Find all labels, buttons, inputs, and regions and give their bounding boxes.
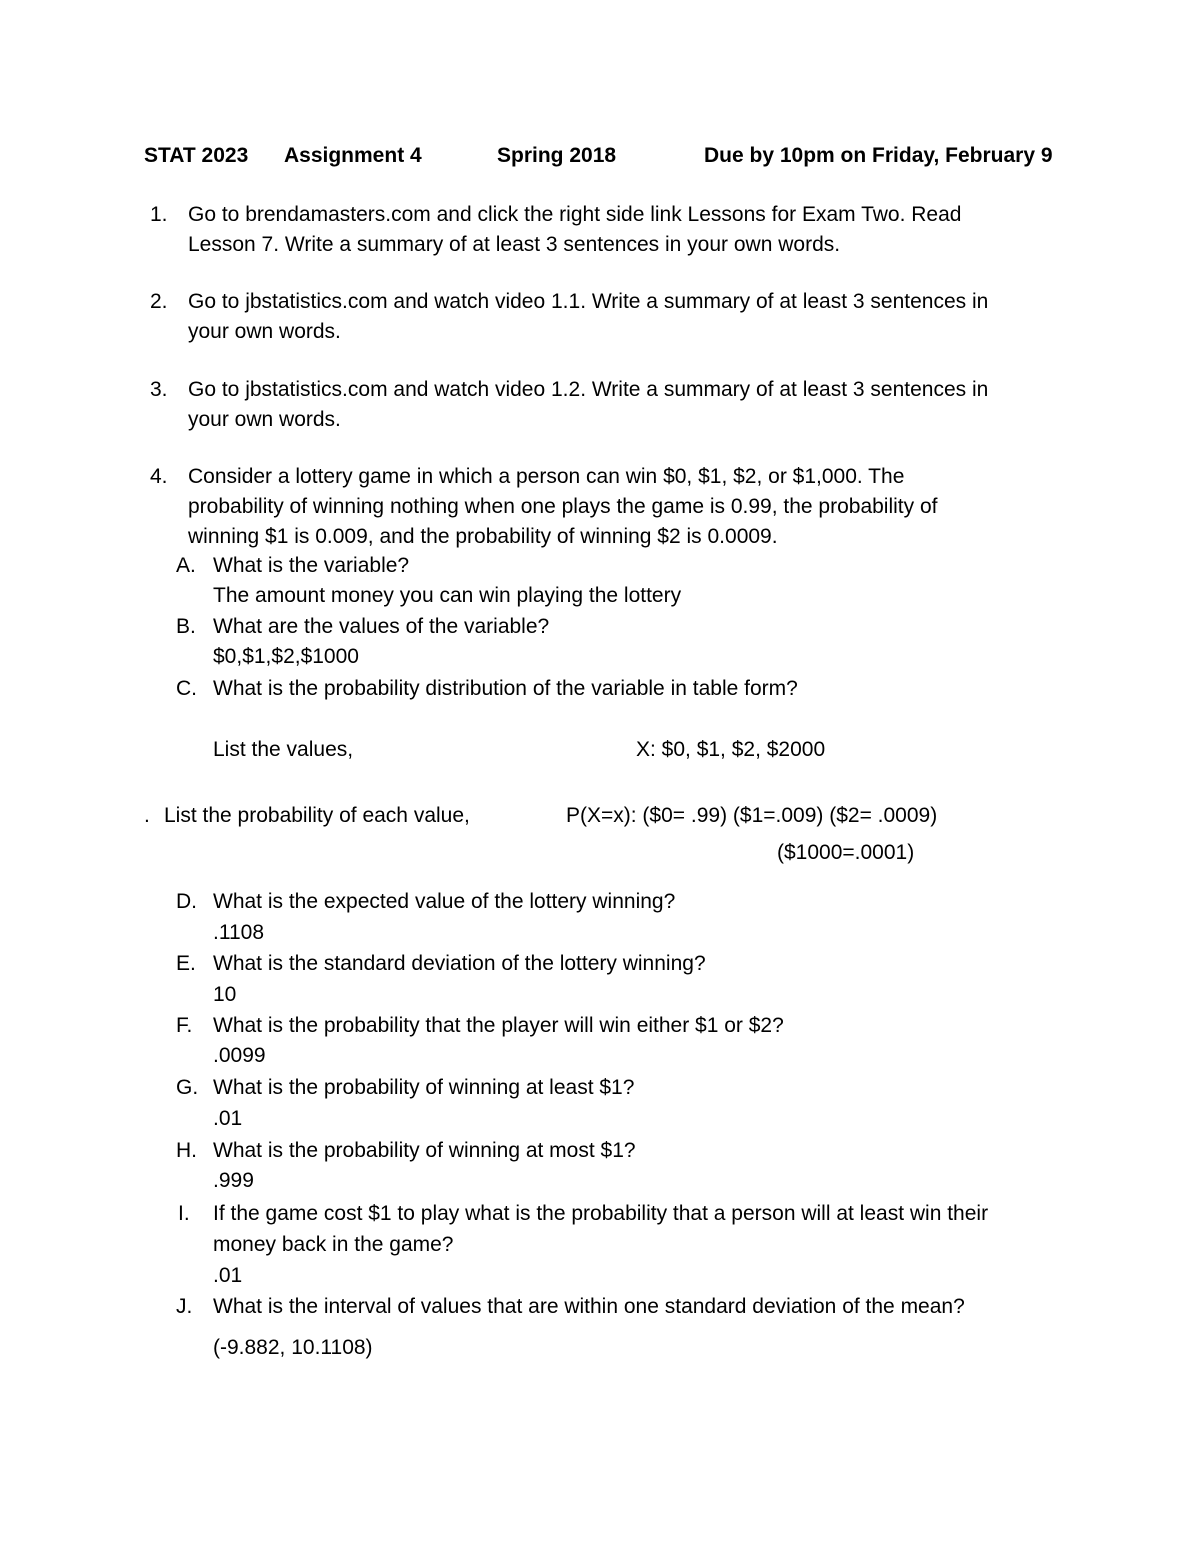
q2-line-1: Go to jbstatistics.com and watch video 1.1. Write a summary of at least 3 sentences in [188,290,989,313]
q4d-answer: .1108 [213,921,264,944]
q4g-question: What is the probability of winning at least $1? [213,1076,635,1099]
q3-line-2: your own words. [188,408,341,431]
q4e-question: What is the standard deviation of the lottery winning? [213,952,706,975]
q4f-question: What is the probability that the player will win either $1 or $2? [213,1014,784,1037]
q4h-question: What is the probability of winning at most $1? [213,1139,636,1162]
q4j-letter: J. [176,1295,193,1318]
q4d-letter: D. [176,890,197,913]
q4a-letter: A. [176,554,196,577]
q4e-answer: 10 [213,983,237,1006]
q1-number: 1. [150,203,168,226]
q4i-question-line-1: If the game cost $1 to play what is the probability that a person will at least win their [213,1202,989,1225]
q4b-question: What are the values of the variable? [213,615,550,638]
q4j-question: What is the interval of values that are within one standard deviation of the mean? [213,1295,965,1318]
q4c-letter: C. [176,677,197,700]
q4-number: 4. [150,465,168,488]
q4e-letter: E. [176,952,196,975]
course-code: STAT 2023 [144,144,249,167]
q4c-values: X: $0, $1, $2, $2000 [636,738,826,761]
q4c-values-label: List the values, [213,738,354,761]
q4h-letter: H. [176,1139,197,1162]
q4g-answer: .01 [213,1107,243,1130]
q3-number: 3. [150,378,168,401]
assignment-title: Assignment 4 [284,144,422,167]
q4c-prob-bullet: . [144,804,150,827]
assignment-header [144,144,1104,174]
term: Spring 2018 [497,144,617,167]
q2-number: 2. [150,290,168,313]
q4c-question: What is the probability distribution of the variable in table form? [213,677,798,700]
q2-line-2: your own words. [188,320,341,343]
q4h-answer: .999 [213,1169,254,1192]
q4-line-3: winning $1 is 0.009, and the probability of winning $2 is 0.0009. [188,525,778,548]
q4j-answer: (-9.882, 10.1108) [213,1336,373,1359]
q4i-question-line-2: money back in the game? [213,1233,454,1256]
q4a-question: What is the variable? [213,554,410,577]
q4b-letter: B. [176,615,196,638]
q3-line-1: Go to jbstatistics.com and watch video 1.2. Write a summary of at least 3 sentences in [188,378,989,401]
q4i-answer: .01 [213,1264,243,1287]
q4-line-2: probability of winning nothing when one plays the game is 0.99, the probability of [188,495,938,518]
q4f-answer: .0099 [213,1044,266,1067]
q4c-prob-line-2: ($1000=.0001) [777,841,915,864]
q4i-letter: I. [178,1202,190,1225]
q4-line-1: Consider a lottery game in which a person can win $0, $1, $2, or $1,000. The [188,465,905,488]
q4g-letter: G. [176,1076,199,1099]
q4b-answer: $0,$1,$2,$1000 [213,645,359,668]
due-date: Due by 10pm on Friday, February 9 [704,144,1053,167]
q4c-prob-label: List the probability of each value, [164,804,470,827]
q4a-answer: The amount money you can win playing the lottery [213,584,682,607]
q1-line-1: Go to brendamasters.com and click the right side link Lessons for Exam Two. Read [188,203,962,226]
q1-line-2: Lesson 7. Write a summary of at least 3 sentences in your own words. [188,233,841,256]
q4f-letter: F. [176,1014,193,1037]
q4c-prob-line-1: P(X=x): ($0= .99) ($1=.009) ($2= .0009) [566,804,938,827]
q4d-question: What is the expected value of the lottery winning? [213,890,676,913]
